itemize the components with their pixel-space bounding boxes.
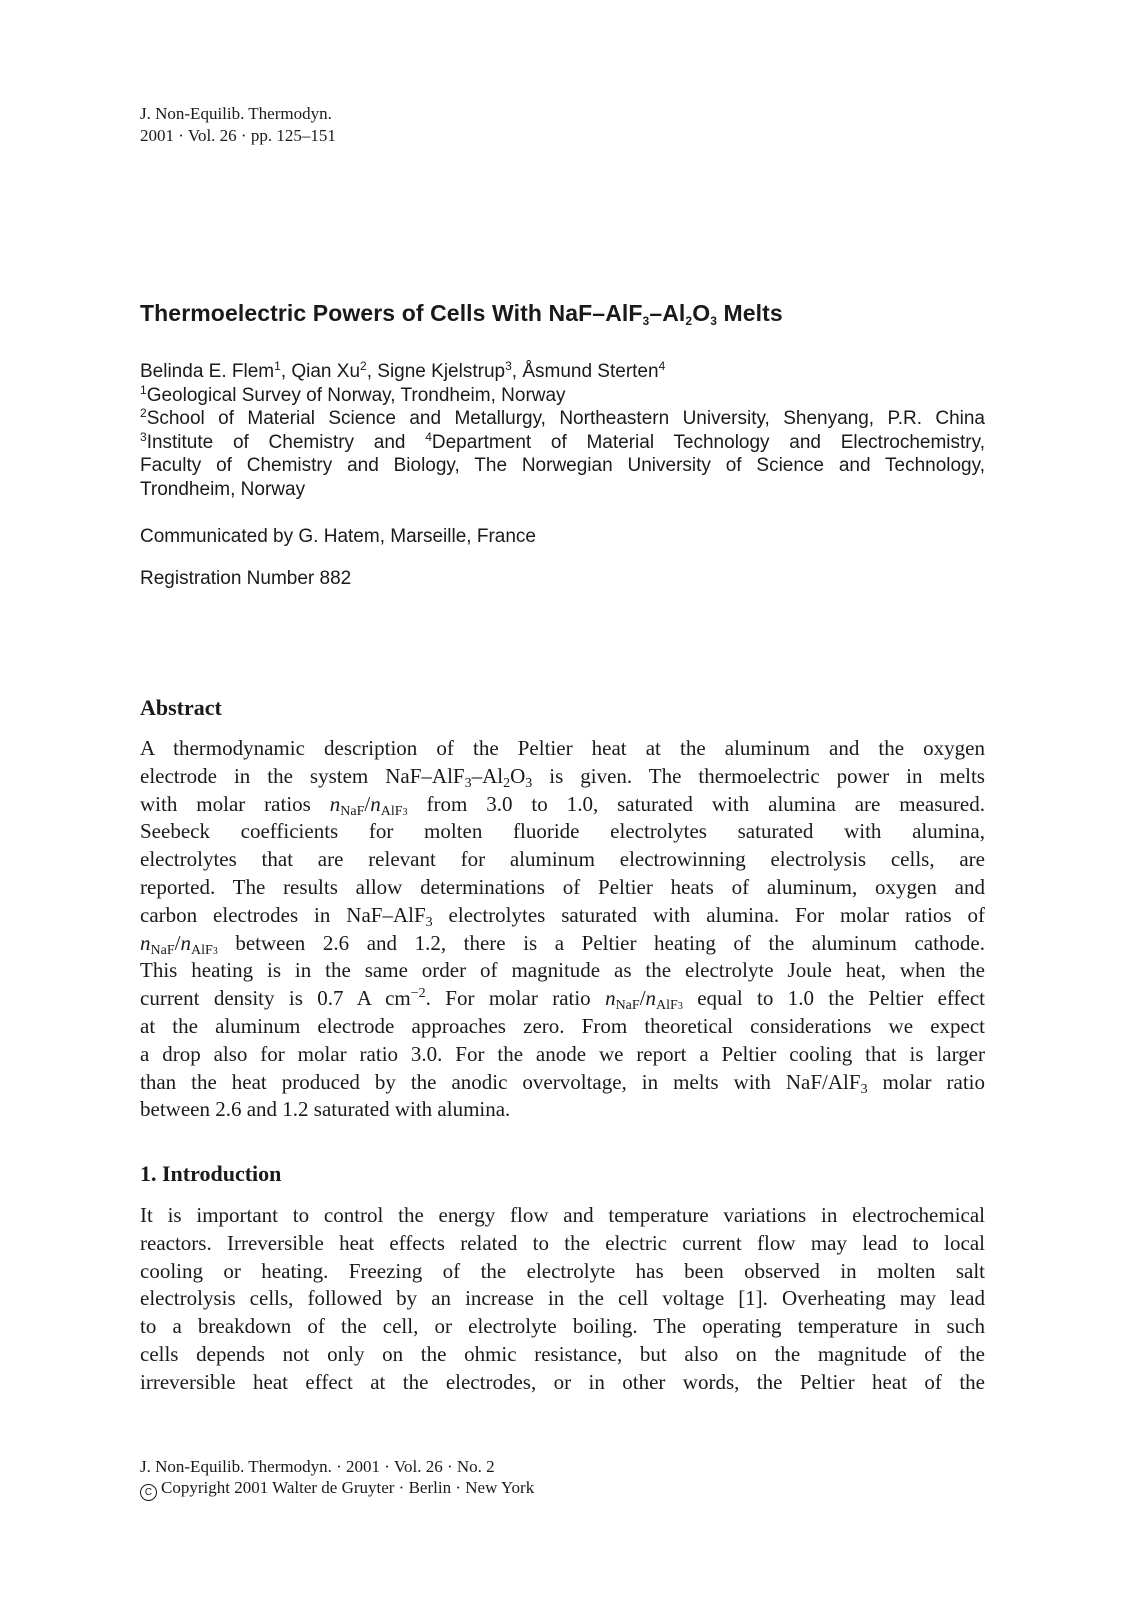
journal-name: J. Non-Equilib. Thermodyn. [140, 104, 332, 123]
author-list: Belinda E. Flem$^1$, Qian Xu$^2$, Signe Kjelstrup$^3$, Åsmund Sterten$^4$ [140, 359, 666, 382]
footer-citation: J. Non-Equilib. Thermodyn. · 2001 · Vol. 26 · No. 2 [140, 1457, 495, 1476]
abstract-line: electrolytes that are relevant for aluminum electrowinning electrolysis cells, are [140, 847, 985, 872]
abstract-line: This heating is in the same order of magnitude as the electrolyte Joule heat, when the [140, 958, 985, 983]
abstract-line: a drop also for molar ratio 3.0. For the anode we report a Peltier cooling that is larger [140, 1041, 985, 1066]
journal-issue: 2001 · Vol. 26 · pp. 125–151 [140, 126, 336, 145]
abstract-line: A thermodynamic description of the Peltier heat at the aluminum and the oxygen [140, 736, 985, 760]
intro-line: electrolysis cells, followed by an increase in the cell voltage [1]. Overheating may lead [140, 1286, 985, 1311]
author-block [140, 360, 985, 502]
abstract-line: electrode in the system NaF–AlF3–Al2O3 is given. The thermoelectric power in melts [140, 763, 985, 791]
copyright-icon: C [140, 1484, 157, 1501]
intro-line: It is important to control the energy flow and temperature variations in electrochemical [140, 1203, 985, 1227]
abstract-line: nNaF/nAlF3 between 2.6 and 1.2, there is a Peltier heating of the aluminum cathode. [140, 930, 985, 958]
footer-copyright: C Copyright 2001 Walter de Gruyter · Berlin · New York [140, 1477, 534, 1501]
intro-line: irreversible heat effect at the electrodes, or in other words, the Peltier heat of the [140, 1369, 985, 1394]
introduction-heading: 1. Introduction [140, 1161, 282, 1186]
affiliation-2: $^2$School of Material Science and Metallurgy, Northeastern University, Shenyang, P.R. China [140, 406, 985, 430]
page-footer [140, 1456, 534, 1501]
paper-title: Thermoelectric Powers of Cells With NaF–$AlF_3-Al_2O_3$ Melts [140, 300, 783, 328]
communicated-by: Communicated by G. Hatem, Marseille, France [140, 526, 536, 547]
affiliation-4: Faculty of Chemistry and Biology, The Norwegian University of Science and Technology, [140, 455, 985, 477]
abstract-heading: Abstract [140, 695, 222, 720]
registration-number: Registration Number 882 [140, 568, 352, 589]
intro-line: cells depends not only on the ohmic resistance, but also on the magnitude of the [140, 1341, 985, 1366]
abstract-text [140, 735, 985, 1124]
affiliation-1: $^1$Geological Survey of Norway, Trondheim, Norway [140, 382, 566, 406]
abstract-line: at the aluminum electrode approaches zero. From theoretical considerations we expect [140, 1013, 985, 1038]
abstract-line: reported. The results allow determinations of Peltier heats of aluminum, oxygen and [140, 874, 985, 899]
abstract-line: Seebeck coefficients for molten fluoride electrolytes saturated with alumina, [140, 819, 985, 844]
abstract-line: carbon electrodes in NaF–AlF3 electrolytes saturated with alumina. For molar ratios of [140, 902, 986, 930]
abstract-line: between 2.6 and 1.2 saturated with alumina. [140, 1097, 511, 1122]
abstract-line: with molar ratios nNaF/nAlF3 from 3.0 to 1.0, saturated with alumina are measured. [140, 791, 985, 819]
intro-line: to a breakdown of the cell, or electrolyte boiling. The operating temperature in such [140, 1314, 985, 1339]
journal-header [140, 103, 336, 147]
affiliation-5: Trondheim, Norway [140, 478, 306, 500]
introduction-text [140, 1202, 985, 1397]
abstract-line: than the heat produced by the anodic overvoltage, in melts with NaF/AlF3 molar ratio [140, 1069, 985, 1097]
intro-line: reactors. Irreversible heat effects related to the electric current flow may lead to local [140, 1230, 985, 1255]
intro-line: cooling or heating. Freezing of the electrolyte has been observed in molten salt [140, 1258, 985, 1283]
abstract-line: current density is 0.7 A $cm^{-2}$. For molar ratio nNaF/nAlF3 equal to 1.0 the Peltier effect [140, 986, 986, 1014]
affiliation-3: $^3$Institute of Chemistry and $^4$Department of Material Technology and Electrochemistry, [140, 429, 985, 453]
